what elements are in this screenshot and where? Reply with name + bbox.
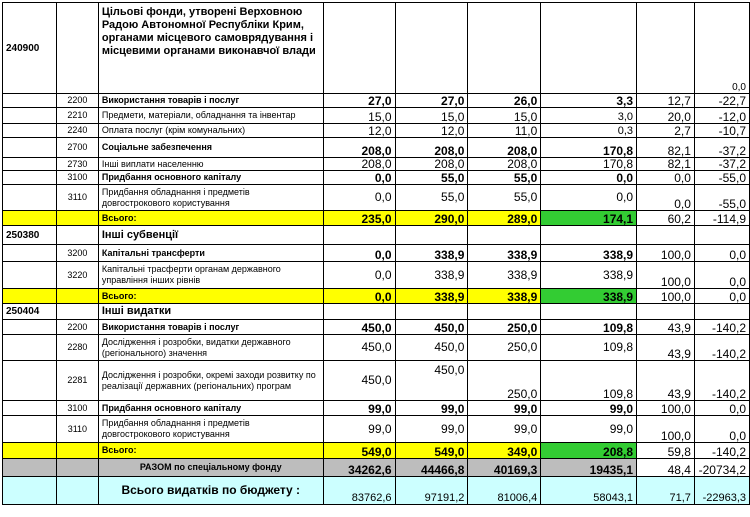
subtotal-row [3, 443, 750, 459]
row-name: Дослідження і розробки, окремі заходи розвитку по реалізації державних (регіональних) програм [98, 361, 323, 401]
percent: 48,4 [637, 459, 695, 477]
percent: 0,0 [637, 171, 695, 185]
empty-cell [56, 3, 98, 94]
econ-code: 2240 [56, 124, 98, 138]
actual: 338,9 [541, 245, 637, 262]
plan-year: 99,0 [323, 416, 395, 443]
subtotal-row [3, 289, 750, 304]
plan-adjusted: 338,9 [395, 289, 468, 304]
deviation: -114,9 [694, 211, 749, 226]
plan-adjusted: 450,0 [395, 320, 468, 335]
econ-code: 3100 [56, 401, 98, 416]
deviation: 0,0 [694, 245, 749, 262]
subtotal-label: Всього: [98, 289, 323, 304]
row-name: Оплата послуг (крім комунальних) [98, 124, 323, 138]
subtotal-label: Всього: [98, 443, 323, 459]
section-header-row [3, 304, 750, 320]
plan-year: 34262,6 [323, 459, 395, 477]
plan-year: 0,0 [323, 262, 395, 289]
section-title: Інші субвенції [98, 226, 323, 245]
code-250404: 250404 [3, 304, 57, 320]
percent: 12,7 [637, 94, 695, 108]
empty-cell [637, 3, 695, 94]
econ-code: 3200 [56, 245, 98, 262]
budget-total-row [3, 477, 750, 505]
actual: 174,1 [541, 211, 637, 226]
plan-year: 450,0 [323, 320, 395, 335]
actual: 3,0 [541, 108, 637, 124]
subtotal-row [3, 211, 750, 226]
econ-code: 2200 [56, 320, 98, 335]
row-name: Капітальні трасферти органам державного управління інших рівнів [98, 262, 323, 289]
deviation: -20734,2 [694, 459, 749, 477]
deviation: 0,0 [694, 289, 749, 304]
section-header-row [3, 3, 750, 94]
plan-adjusted: 55,0 [395, 171, 468, 185]
table-row [3, 124, 750, 138]
plan-period: 99,0 [468, 416, 541, 443]
plan-year: 0,0 [323, 171, 395, 185]
actual: 208,8 [541, 443, 637, 459]
actual: 170,8 [541, 158, 637, 171]
actual: 338,9 [541, 289, 637, 304]
deviation: -10,7 [694, 124, 749, 138]
row-name: Дослідження і розробки, видатки державного (регіонального) значення [98, 335, 323, 361]
percent: 100,0 [637, 401, 695, 416]
percent: 71,7 [637, 477, 695, 505]
row-name: Інші виплати населенню [98, 158, 323, 171]
econ-code: 2210 [56, 108, 98, 124]
plan-year: 208,0 [323, 158, 395, 171]
plan-period: 208,0 [468, 158, 541, 171]
actual: 338,9 [541, 262, 637, 289]
percent: 59,8 [637, 443, 695, 459]
deviation: -55,0 [694, 171, 749, 185]
budget-table [2, 2, 750, 505]
plan-adjusted: 208,0 [395, 158, 468, 171]
deviation: -22,7 [694, 94, 749, 108]
table-row [3, 335, 750, 361]
plan-year: 208,0 [323, 138, 395, 158]
plan-period: 289,0 [468, 211, 541, 226]
code-240900: 240900 [3, 3, 57, 94]
econ-code: 3110 [56, 185, 98, 211]
plan-period: 338,9 [468, 262, 541, 289]
deviation: -140,2 [694, 443, 749, 459]
plan-adjusted: 55,0 [395, 185, 468, 211]
actual: 99,0 [541, 401, 637, 416]
econ-code: 3110 [56, 416, 98, 443]
section-title: Інші видатки [98, 304, 323, 320]
percent: 100,0 [637, 416, 695, 443]
actual: 109,8 [541, 335, 637, 361]
row-name: Придбання обладнання і предметів довгострокового користування [98, 416, 323, 443]
table-row [3, 158, 750, 171]
plan-adjusted: 338,9 [395, 262, 468, 289]
subtotal-label: Всього: [98, 211, 323, 226]
percent: 60,2 [637, 211, 695, 226]
table-row [3, 361, 750, 401]
deviation: -37,2 [694, 158, 749, 171]
special-fund-total-row [3, 459, 750, 477]
actual: 3,3 [541, 94, 637, 108]
percent: 2,7 [637, 124, 695, 138]
plan-year: 15,0 [323, 108, 395, 124]
row-name: Придбання обладнання і предметів довгострокового користування [98, 185, 323, 211]
deviation: -140,2 [694, 320, 749, 335]
actual: 99,0 [541, 416, 637, 443]
plan-year: 0,0 [323, 245, 395, 262]
plan-adjusted: 97191,2 [395, 477, 468, 505]
percent: 0,0 [637, 185, 695, 211]
plan-adjusted: 290,0 [395, 211, 468, 226]
empty-cell [395, 3, 468, 94]
row-name: Використання товарів і послуг [98, 94, 323, 108]
empty-cell [468, 3, 541, 94]
plan-period: 81006,4 [468, 477, 541, 505]
plan-year: 235,0 [323, 211, 395, 226]
table-row [3, 416, 750, 443]
plan-period: 99,0 [468, 401, 541, 416]
plan-adjusted: 15,0 [395, 108, 468, 124]
row-name: Придбання основного капіталу [98, 401, 323, 416]
section-title: Цільові фонди, утворені Верховною Радою Автономної Республіки Крим, органами місцевого самоврядування і місцевими органами виконавчої влади [98, 3, 323, 94]
plan-year: 0,0 [323, 289, 395, 304]
plan-period: 15,0 [468, 108, 541, 124]
empty-cell [541, 3, 637, 94]
actual: 170,8 [541, 138, 637, 158]
deviation: -140,2 [694, 361, 749, 401]
plan-period: 338,9 [468, 289, 541, 304]
plan-period: 338,9 [468, 245, 541, 262]
actual: 19435,1 [541, 459, 637, 477]
deviation-value: 0,0 [694, 3, 749, 94]
plan-year: 450,0 [323, 335, 395, 361]
table-row [3, 138, 750, 158]
plan-year: 0,0 [323, 185, 395, 211]
section-header-row [3, 226, 750, 245]
econ-code: 2281 [56, 361, 98, 401]
plan-period: 349,0 [468, 443, 541, 459]
table-row [3, 171, 750, 185]
plan-adjusted: 99,0 [395, 416, 468, 443]
percent: 82,1 [637, 138, 695, 158]
code-250380: 250380 [3, 226, 57, 245]
actual: 109,8 [541, 320, 637, 335]
row-name: Предмети, матеріали, обладнання та інвентар [98, 108, 323, 124]
plan-year: 549,0 [323, 443, 395, 459]
percent: 20,0 [637, 108, 695, 124]
deviation: -12,0 [694, 108, 749, 124]
plan-adjusted: 12,0 [395, 124, 468, 138]
actual: 0,0 [541, 185, 637, 211]
plan-period: 250,0 [468, 335, 541, 361]
plan-adjusted: 450,0 [395, 335, 468, 361]
row-name: Капітальні трансферти [98, 245, 323, 262]
plan-year: 450,0 [323, 361, 395, 401]
actual: 109,8 [541, 361, 637, 401]
plan-period: 26,0 [468, 94, 541, 108]
row-name: Придбання основного капіталу [98, 171, 323, 185]
deviation: 0,0 [694, 262, 749, 289]
deviation: -140,2 [694, 335, 749, 361]
econ-code: 3100 [56, 171, 98, 185]
deviation: -22963,3 [694, 477, 749, 505]
row-name: Використання товарів і послуг [98, 320, 323, 335]
table-row [3, 320, 750, 335]
budget-total-label: Всього видатків по бюджету : [98, 477, 323, 505]
percent: 100,0 [637, 262, 695, 289]
plan-year: 99,0 [323, 401, 395, 416]
table-row [3, 94, 750, 108]
plan-adjusted: 338,9 [395, 245, 468, 262]
plan-period: 40169,3 [468, 459, 541, 477]
row-name: Соціальне забезпечення [98, 138, 323, 158]
econ-code: 3220 [56, 262, 98, 289]
plan-period: 11,0 [468, 124, 541, 138]
econ-code: 2280 [56, 335, 98, 361]
actual: 0,0 [541, 171, 637, 185]
plan-period: 55,0 [468, 171, 541, 185]
table-row [3, 108, 750, 124]
percent: 100,0 [637, 245, 695, 262]
percent: 43,9 [637, 361, 695, 401]
plan-adjusted: 27,0 [395, 94, 468, 108]
special-fund-total-label: РАЗОМ по спеціальному фонду [98, 459, 323, 477]
deviation: 0,0 [694, 416, 749, 443]
plan-year: 27,0 [323, 94, 395, 108]
plan-adjusted: 450,0 [395, 361, 468, 401]
plan-period: 55,0 [468, 185, 541, 211]
plan-adjusted: 549,0 [395, 443, 468, 459]
deviation: -37,2 [694, 138, 749, 158]
percent: 43,9 [637, 320, 695, 335]
table-row [3, 262, 750, 289]
plan-adjusted: 44466,8 [395, 459, 468, 477]
plan-period: 250,0 [468, 320, 541, 335]
percent: 82,1 [637, 158, 695, 171]
plan-period: 250,0 [468, 361, 541, 401]
econ-code: 2200 [56, 94, 98, 108]
econ-code: 2730 [56, 158, 98, 171]
econ-code: 2700 [56, 138, 98, 158]
empty-cell [323, 3, 395, 94]
deviation: 0,0 [694, 401, 749, 416]
actual: 58043,1 [541, 477, 637, 505]
plan-period: 208,0 [468, 138, 541, 158]
percent: 100,0 [637, 289, 695, 304]
plan-year: 12,0 [323, 124, 395, 138]
table-row [3, 245, 750, 262]
table-row [3, 401, 750, 416]
deviation: -55,0 [694, 185, 749, 211]
percent: 43,9 [637, 335, 695, 361]
plan-year: 83762,6 [323, 477, 395, 505]
actual: 0,3 [541, 124, 637, 138]
plan-adjusted: 99,0 [395, 401, 468, 416]
table-row [3, 185, 750, 211]
plan-adjusted: 208,0 [395, 138, 468, 158]
